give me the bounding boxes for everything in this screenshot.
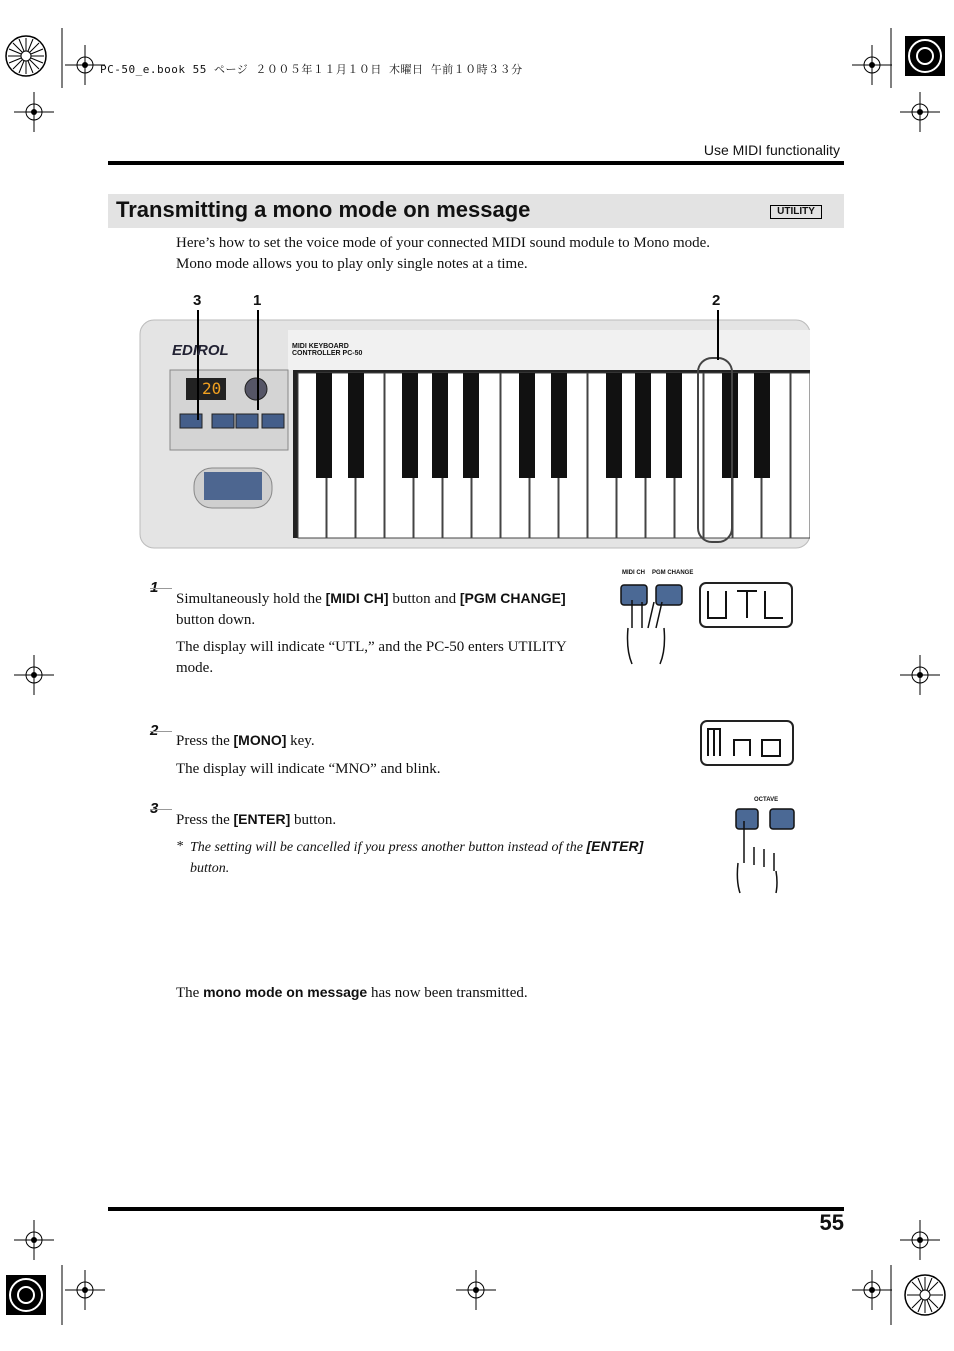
step-3-note-line-2: button. [190,861,230,876]
step-1-result-end: mode. [176,660,214,676]
conclusion-post: has now been transmitted. [367,985,528,1001]
step-3-note-pre: The setting will be cancelled if you press another button instead of the [190,840,587,855]
callout-2: 2 [712,292,721,309]
mono-key: [MONO] [233,732,287,748]
step-2-result: The display will indicate “MNO” and blink. [176,761,441,777]
crosshair-bottom-center [456,1270,496,1310]
keyboard-display-value: 20 [202,379,222,398]
crosshair-bottom-left [65,1270,105,1310]
page-number: 55 [819,1210,844,1235]
step-3-note-line-1 [190,836,670,858]
model-label-line-2: CONTROLLER PC-50 [292,350,363,357]
step-3-note [190,836,670,879]
crosshair-top-left [65,45,105,85]
page-title: Transmitting a mono mode on message [116,197,531,222]
intro-line-1: Here’s how to set the voice mode of your connected MIDI sound module to Mono mode. [176,235,711,251]
step-1-mid: button and [388,591,460,607]
file-header: PC-50_e.book 55 ページ ２００５年１１月１０日 木曜日 午前１０時３３分 [100,63,523,76]
illus-pgm-change-label: PGM CHANGE [652,570,694,576]
conclusion-pre: The [176,985,204,1001]
two-finger-press-illustration [618,580,693,668]
step-3-note-star: * [176,839,183,854]
callout-3: 3 [193,292,202,309]
step-3-pre: Press the [176,812,234,828]
step-3-instruction [176,809,676,831]
conclusion-bold: mono mode on message [203,984,368,1000]
enter-key-note: [ENTER] [586,838,644,854]
step-2-instruction [176,730,606,752]
step-2-pre: Press the [176,733,234,749]
midi-ch-key: [MIDI CH] [325,590,389,606]
crosshair-right-middle [900,655,940,695]
crosshair-top-right [852,45,892,85]
callout-1: 1 [253,292,262,309]
step-3-text [176,809,676,831]
pgm-change-key: [PGM CHANGE] [459,590,566,606]
top-rule [108,161,844,165]
crosshair-left-upper [14,92,54,132]
keyboard-illustration [138,310,810,550]
registration-mark-bottom-left [0,1265,70,1325]
crosshair-right-lower [900,1220,940,1260]
step-2-post: key. [286,733,315,749]
step-1-result: The display will indicate “UTL,” and the PC-50 enters UTILITY [176,639,567,655]
enter-key: [ENTER] [233,811,291,827]
lcd-mno [700,720,794,766]
illus-midi-ch-label: MIDI CH [622,570,645,576]
utility-badge: UTILITY [770,205,822,219]
intro-paragraph [176,233,710,275]
step-3-post: button. [290,812,337,828]
model-label-line-1: MIDI KEYBOARD [292,343,349,350]
crosshair-right-upper [900,92,940,132]
brand-logo: EDIROL [172,342,229,359]
intro-line-2: Mono mode allows you to play only single notes at a time. [176,256,528,272]
conclusion [176,982,528,1004]
crosshair-left-middle [14,655,54,695]
lcd-utl [699,582,793,628]
illus-octave-label: OCTAVE [754,797,779,803]
registration-mark-top-left [0,28,70,88]
bottom-rule [108,1207,844,1211]
step-2-text [176,730,606,780]
registration-mark-bottom-right [885,1265,954,1325]
model-label [292,343,362,357]
step-1-text [176,588,606,679]
step-1-pre: Simultaneously hold the [176,591,326,607]
registration-mark-top-right [885,28,954,88]
running-head: Use MIDI functionality [703,142,840,158]
crosshair-left-lower [14,1220,54,1260]
enter-press-illustration [720,803,800,895]
step-1-instruction [176,588,606,610]
step-1-instruction-end: button down. [176,612,256,628]
